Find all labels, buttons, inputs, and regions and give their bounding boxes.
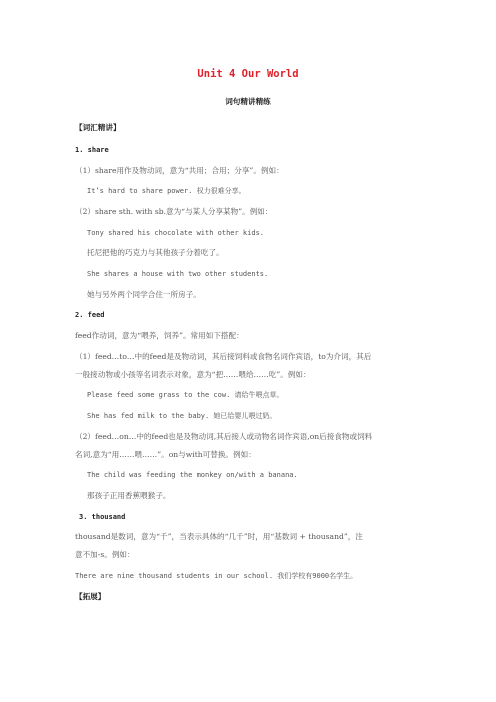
entry-heading-feed: 2. feed [75,311,105,319]
entry-heading-share: 1. share [75,146,109,154]
share-example-2: Tony shared his chocolate with other kids. [87,229,265,237]
section-heading-extension: 【拓展】 [75,592,106,601]
share-usage-1: （1）share用作及物动词，意为“共用；合用；分享”。例如： [75,166,284,175]
feed-example-3-translation: 那孩子正用香蕉喂猴子。 [87,491,171,500]
document-title: Unit 4 Our World [197,68,299,80]
thousand-usage-line-1: thousand是数词，意为“千”，当表示具体的“几千”时，用“基数词 + thousand”，注 [75,532,363,541]
feed-usage-1-line-1: （1）feed…to…中的feed是及物动词，其后接饲料或食物名词作宾语，to为介词，其后 [75,352,372,361]
feed-example-1: Please feed some grass to the cow. 请给牛喂点草。 [87,391,284,399]
feed-usage-1-line-2: 一般接动物或小孩等名词表示对象，意为“把……喂给……吃”。例如： [75,370,311,379]
feed-usage-2-line-1: （2）feed…on…中的feed也是及物动词,其后接人或动物名词作宾语,on后接食物或饲料 [75,432,373,441]
feed-example-2: She has fed milk to the baby. 她已给婴儿喂过奶。 [87,412,277,420]
share-example-3-translation: 她与另外两个同学合住一所房子。 [87,290,201,299]
section-heading-vocabulary: 【词汇精讲】 [75,123,121,132]
share-example-3: She shares a house with two other students. [87,270,269,278]
thousand-usage-line-2: 意不加-s。例如： [75,550,135,559]
share-example-2-translation: 托尼把他的巧克力与其他孩子分着吃了。 [87,248,224,257]
share-usage-2: （2）share sth. with sb.意为“与某人分享某物”。例如： [75,207,273,216]
feed-usage-2-line-2: 名词,意为“用……喂……”。on与with可替换。例如： [75,450,256,459]
entry-heading-thousand: 3. thousand [79,513,126,521]
feed-example-3: The child was feeding the monkey on/with a banana. [87,471,298,479]
share-example-1: It’s hard to share power. 权力很难分享。 [87,187,246,195]
thousand-example-1: There are nine thousand students in our school. 我们学校有9000名学生。 [75,572,358,580]
document-subtitle: 词句精讲精练 [225,97,271,106]
feed-intro: feed作动词，意为“喂养，饲养”。常用如下搭配： [75,331,244,340]
